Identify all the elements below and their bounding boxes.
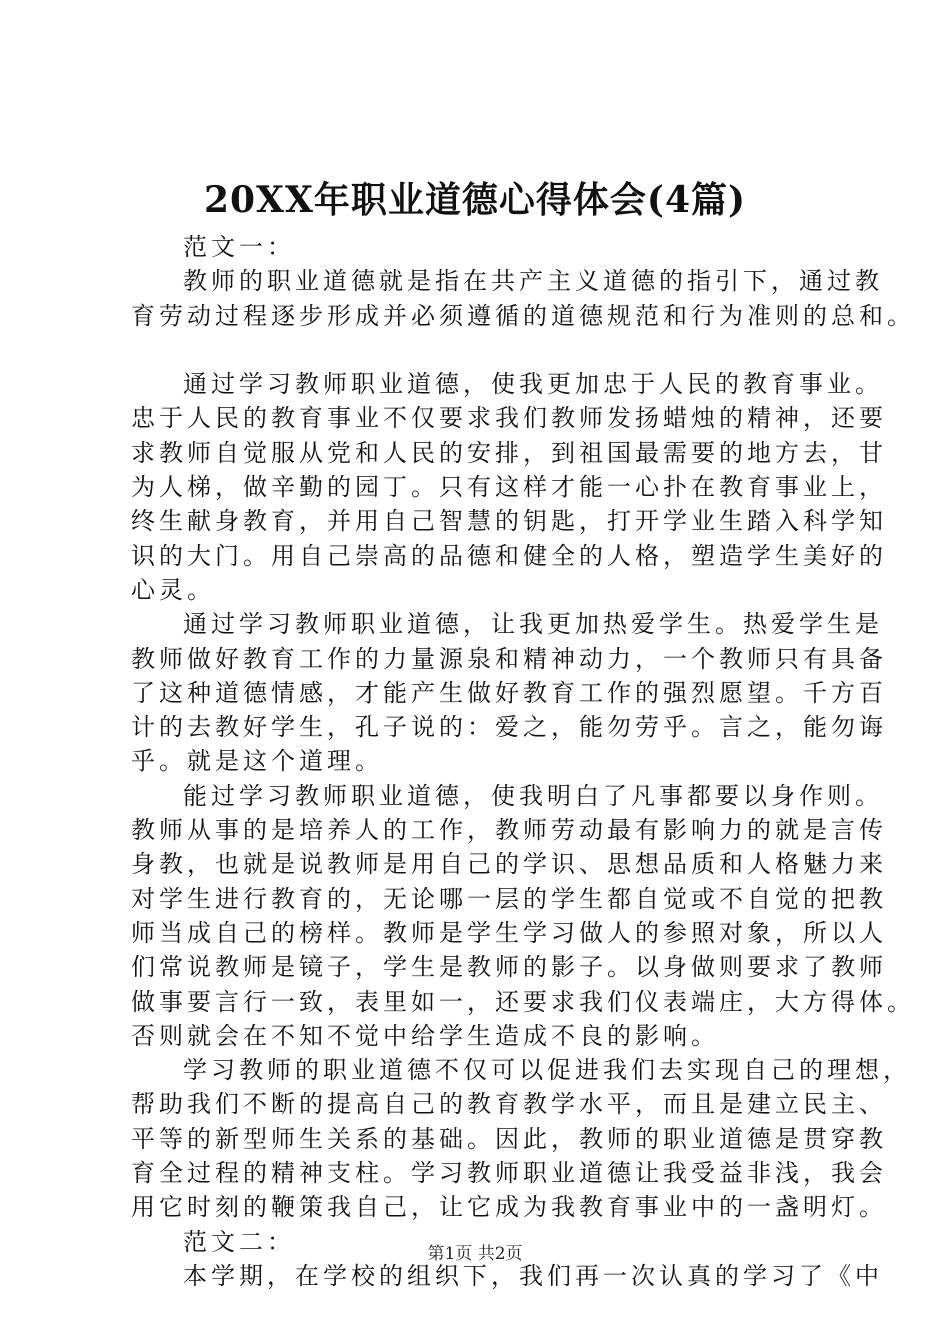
text-line: 师当成自己的榜样。教师是学生学习做人的参照对象，所以人 (131, 918, 887, 947)
text-line: 用它时刻的鞭策我自己，让它成为我教育事业中的一盏明灯。 (131, 1193, 887, 1222)
text-line: 育全过程的精神支柱。学习教师职业道德让我受益非浅，我会 (131, 1159, 887, 1188)
text-line: 心灵。 (131, 575, 215, 604)
text-line: 否则就会在不知不觉中给学生造成不良的影响。 (131, 1021, 719, 1050)
text-line: 育劳动过程逐步形成并必须遵循的道德规范和行为准则的总和。 (131, 301, 915, 330)
text-line: 们常说教师是镜子，学生是教师的影子。以身做则要求了教师 (131, 953, 887, 982)
text-line: 身教，也就是说教师是用自己的学识、思想品质和人格魅力来 (131, 850, 887, 879)
text-line: 终生献身教育，并用自己智慧的钥匙，打开学业生踏入科学知 (131, 507, 887, 536)
text-line: 通过学习教师职业道德，使我更加忠于人民的教育事业。 (183, 370, 883, 399)
text-line: 乎。就是这个道理。 (131, 747, 383, 776)
text-line: 范文一： (183, 233, 295, 261)
text-line: 教师的职业道德就是指在共产主义道德的指引下，通过教 (183, 267, 883, 296)
page-footer: 第1页 共2页 (427, 1244, 523, 1264)
document-body (131, 230, 915, 1293)
text-line: 通过学习教师职业道德，让我更加热爱学生。热爱学生是 (183, 610, 883, 639)
text-line: 范文二： (183, 1227, 295, 1256)
text-line: 学习教师的职业道德不仅可以促进我们去实现自己的理想， (183, 1056, 911, 1085)
text-line: 平等的新型师生关系的基础。因此，教师的职业道德是贯穿教 (131, 1124, 887, 1153)
text-line: 教师从事的是培养人的工作，教师劳动最有影响力的就是言传 (131, 816, 887, 845)
text-line: 能过学习教师职业道德，使我明白了凡事都要以身作则。 (183, 781, 883, 810)
text-line: 忠于人民的教育事业不仅要求我们教师发扬蜡烛的精神，还要 (131, 404, 887, 433)
blank-line (131, 333, 837, 367)
text-line: 识的大门。用自己崇高的品德和健全的人格，塑造学生美好的 (131, 541, 887, 570)
text-line: 对学生进行教育的，无论哪一层的学生都自觉或不自觉的把教 (131, 884, 887, 913)
document-title: 20XX年职业道德心得体会(4篇) (203, 179, 747, 221)
text-line: 了这种道德情感，才能产生做好教育工作的强烈愿望。千方百 (131, 678, 887, 707)
text-line: 计的去教好学生，孔子说的：爱之，能勿劳乎。言之，能勿诲 (131, 713, 887, 742)
text-line: 求教师自觉服从党和人民的安排，到祖国最需要的地方去，甘 (131, 438, 887, 467)
text-line: 教师做好教育工作的力量源泉和精神动力，一个教师只有具备 (131, 644, 887, 673)
text-line: 帮助我们不断的提高自己的教育教学水平，而且是建立民主、 (131, 1090, 887, 1119)
text-line: 为人梯，做辛勤的园丁。只有这样才能一心扑在教育事业上， (131, 473, 887, 502)
text-line: 做事要言行一致，表里如一，还要求我们仪表端庄，大方得体。 (131, 987, 915, 1016)
text-line: 本学期，在学校的组织下，我们再一次认真的学习了《中 (183, 1261, 883, 1290)
